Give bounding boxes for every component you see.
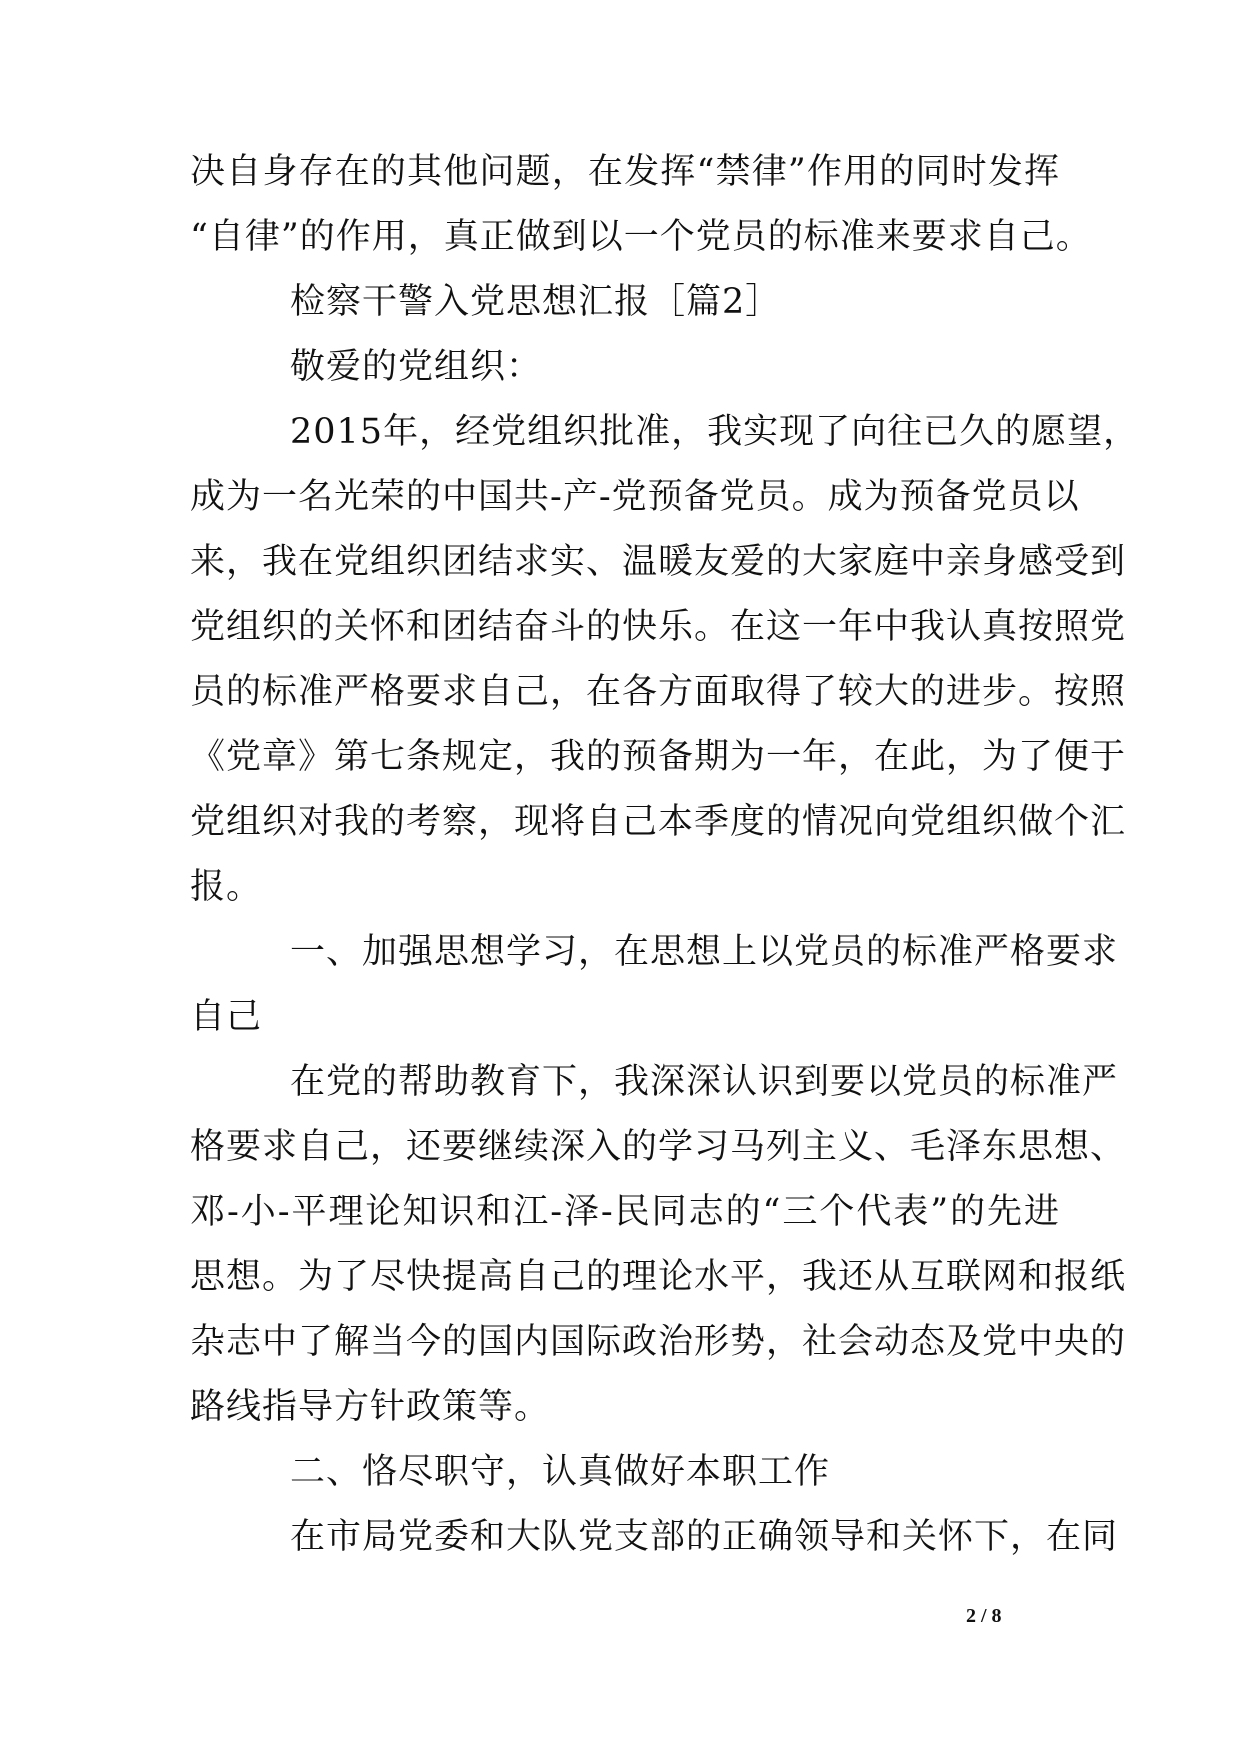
text-line: 报。 [190,867,263,907]
salutation: 敬爱的党组织： [290,347,543,387]
text-line: 《党章》第七条规定，我的预备期为一年，在此，为了便于 [190,737,1127,777]
subheading-line: 一、加强思想学习，在思想上以党员的标准严格要求 [290,932,1119,972]
page-number: 2 / 8 [966,1605,1002,1627]
document-body [190,140,1140,1570]
text-line: 决自身存在的其他问题，在发挥“禁律”作用的同时发挥 [190,152,1060,192]
text-line: 在市局党委和大队党支部的正确领导和关怀下，在同 [290,1517,1119,1557]
text-line: “自律”的作用，真正做到以一个党员的标准来要求自己。 [190,217,1092,257]
text-line: 来，我在党组织团结求实、温暖友爱的大家庭中亲身感受到 [190,542,1127,582]
text-line: 党组织的关怀和团结奋斗的快乐。在这一年中我认真按照党 [190,607,1127,647]
text-line: 杂志中了解当今的国内国际政治形势，社会动态及党中央的 [190,1322,1127,1362]
text-line: 路线指导方针政策等。 [190,1387,551,1427]
text-line: 在党的帮助教育下，我深深认识到要以党员的标准严 [290,1062,1119,1102]
text-line: 邓-小-平理论知识和江-泽-民同志的“三个代表”的先进 [190,1192,1060,1232]
section-heading: 检察干警入党思想汇报［篇2］ [290,282,782,322]
text-line: 思想。为了尽快提高自己的理论水平，我还从互联网和报纸 [190,1257,1127,1297]
subheading-line: 自己 [190,997,263,1037]
text-line: 成为一名光荣的中国共-产-党预备党员。成为预备党员以 [190,477,1080,517]
text-line: 党组织对我的考察，现将自己本季度的情况向党组织做个汇 [190,802,1127,842]
text-line: 员的标准严格要求自己，在各方面取得了较大的进步。按照 [190,672,1127,712]
text-line: 格要求自己，还要继续深入的学习马列主义、毛泽东思想、 [190,1127,1127,1167]
text-line: 2015年，经党组织批准，我实现了向往已久的愿望， [290,412,1140,452]
subheading-line: 二、恪尽职守，认真做好本职工作 [290,1452,831,1492]
